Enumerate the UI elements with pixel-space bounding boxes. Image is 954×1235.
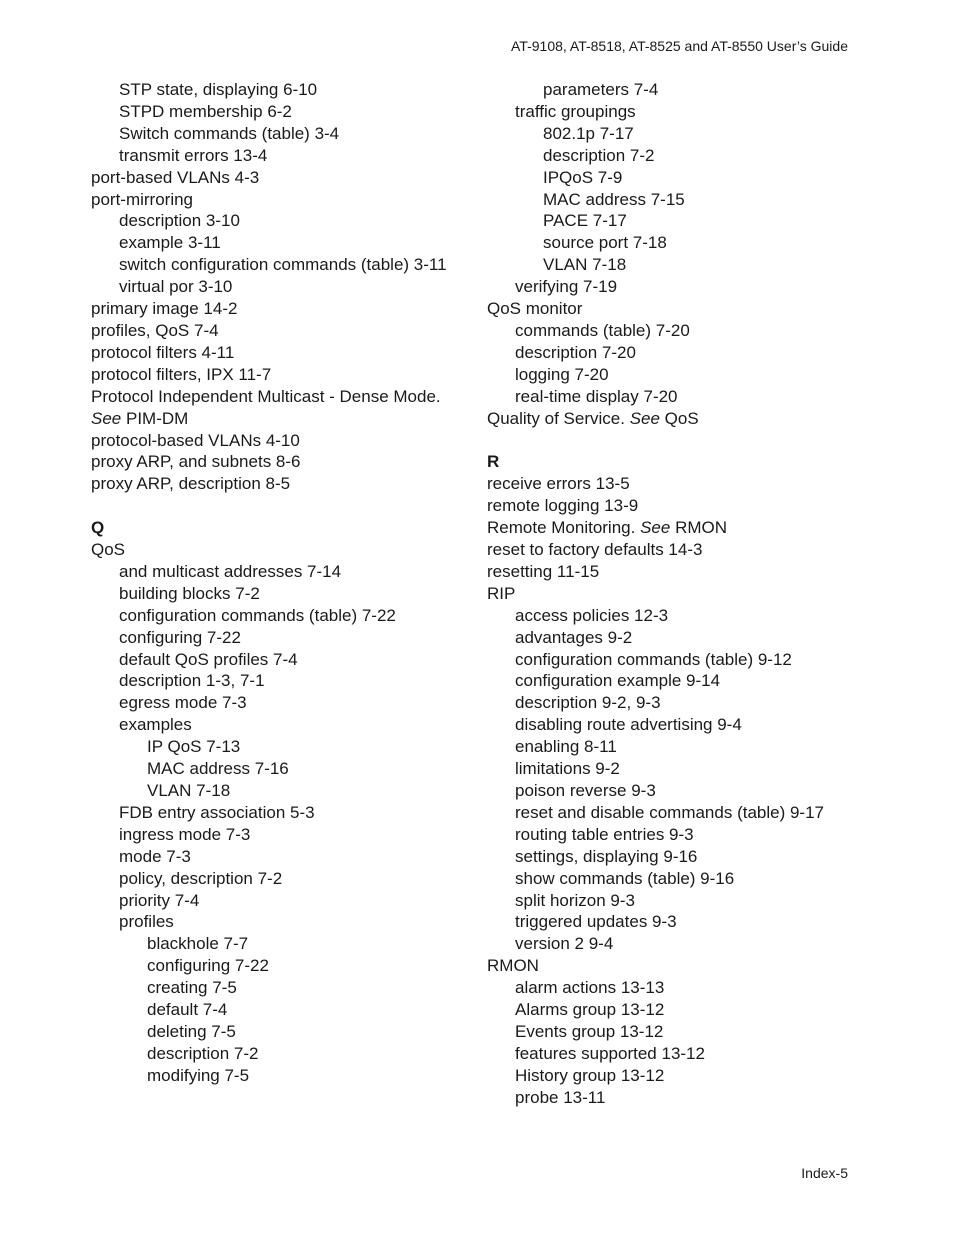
see-label: See xyxy=(640,518,671,538)
index-subsubentry: IPQoS 7-9 xyxy=(543,167,623,187)
index-subentry: configuration commands (table) 9-12 xyxy=(515,649,792,669)
entry-text: Quality of Service. xyxy=(487,408,625,428)
index-subsubentry: blackhole 7-7 xyxy=(147,934,249,954)
index-column-right xyxy=(487,79,857,1109)
index-subsubentry: VLAN 7-18 xyxy=(147,780,231,800)
index-subentry: split horizon 9-3 xyxy=(515,890,636,910)
section-letter-heading: R xyxy=(487,452,500,472)
see-target: PIM-DM xyxy=(125,408,189,428)
index-subentry: limitations 9-2 xyxy=(515,759,620,779)
index-subentry: Events group 13-12 xyxy=(515,1021,664,1041)
index-subsubentry: configuring 7-22 xyxy=(147,956,269,976)
index-entry: protocol filters 4-11 xyxy=(91,342,235,362)
index-entry-see xyxy=(487,517,857,539)
index-subentry: and multicast addresses 7-14 xyxy=(119,561,342,581)
index-column-left xyxy=(91,79,461,1087)
index-entry: port-mirroring xyxy=(91,189,194,209)
index-entry: reset to factory defaults 14-3 xyxy=(487,540,703,560)
index-subentry: description 1-3, 7-1 xyxy=(119,671,265,691)
index-entry: protocol filters, IPX 11-7 xyxy=(91,364,272,384)
index-subentry: settings, displaying 9-16 xyxy=(515,846,698,866)
index-entry: protocol-based VLANs 4-10 xyxy=(91,430,300,450)
index-subentry: Switch commands (table) 3-4 xyxy=(119,123,340,143)
index-subentry: description 9-2, 9-3 xyxy=(515,693,661,713)
index-subentry: configuring 7-22 xyxy=(119,627,241,647)
see-target: RMON xyxy=(675,518,728,538)
index-subentry: STPD membership 6-2 xyxy=(119,101,292,121)
index-entry-see xyxy=(487,408,857,430)
index-subsubentry: source port 7-18 xyxy=(543,233,667,253)
index-entry: RIP xyxy=(487,583,516,603)
index-subsubentry: PACE 7-17 xyxy=(543,211,627,231)
index-subentry-wrapped: switch configuration commands (table) 3-11 xyxy=(119,255,447,275)
spacer xyxy=(487,430,857,452)
index-entry: QoS xyxy=(91,540,126,560)
index-entry: receive errors 13-5 xyxy=(487,474,630,494)
index-subentry: egress mode 7-3 xyxy=(119,693,247,713)
index-subentry: Alarms group 13-12 xyxy=(515,1000,665,1020)
entry-text: Remote Monitoring. xyxy=(487,518,636,538)
index-subentry: transmit errors 13-4 xyxy=(119,145,268,165)
index-subentry: description 7-20 xyxy=(515,342,636,362)
index-entry-see xyxy=(91,386,461,408)
see-label: See xyxy=(91,408,122,428)
index-subentry: policy, description 7-2 xyxy=(119,868,283,888)
index-entry: QoS monitor xyxy=(487,299,583,319)
index-subentry: real-time display 7-20 xyxy=(515,386,678,406)
index-subentry: History group 13-12 xyxy=(515,1065,665,1085)
index-subsubentry: 802.1p 7-17 xyxy=(543,123,634,143)
see-label: See xyxy=(629,408,660,428)
index-subentry: STP state, displaying 6-10 xyxy=(119,80,318,99)
index-subentry: building blocks 7-2 xyxy=(119,583,260,603)
index-subsubentry: IP QoS 7-13 xyxy=(147,737,241,757)
index-subsubentry: deleting 7-5 xyxy=(147,1021,236,1041)
index-subentry: FDB entry association 5-3 xyxy=(119,802,315,822)
index-subentry: traffic groupings xyxy=(515,101,636,121)
index-subentry: mode 7-3 xyxy=(119,846,191,866)
index-subentry: triggered updates 9-3 xyxy=(515,912,677,932)
index-entry: proxy ARP, description 8-5 xyxy=(91,474,291,494)
see-reference xyxy=(91,408,461,430)
page-number: Index-5 xyxy=(801,1165,848,1181)
index-subsubentry: parameters 7-4 xyxy=(543,80,659,99)
index-subentry: probe 13-11 xyxy=(515,1087,606,1107)
index-subentry: access policies 12-3 xyxy=(515,605,669,625)
index-subentry: commands (table) 7-20 xyxy=(515,320,690,340)
index-subentry: description 3-10 xyxy=(119,211,240,231)
index-subentry: show commands (table) 9-16 xyxy=(515,868,735,888)
index-entry: resetting 11-15 xyxy=(487,561,600,581)
index-subsubentry: creating 7-5 xyxy=(147,978,237,998)
index-subentry: version 2 9-4 xyxy=(515,934,614,954)
index-subentry: features supported 13-12 xyxy=(515,1043,705,1063)
index-subentry: virtual por 3-10 xyxy=(119,277,233,297)
index-subsubentry: VLAN 7-18 xyxy=(543,255,627,275)
entry-text: Protocol Independent Multicast - Dense Mode. xyxy=(91,386,441,406)
index-subentry: ingress mode 7-3 xyxy=(119,824,251,844)
index-subentry: enabling 8-11 xyxy=(515,737,617,757)
index-subentry: logging 7-20 xyxy=(515,364,609,384)
index-subsubentry: default 7-4 xyxy=(147,1000,228,1020)
index-subentry: disabling route advertising 9-4 xyxy=(515,715,742,735)
index-subsubentry: MAC address 7-16 xyxy=(147,759,289,779)
index-subsubentry: modifying 7-5 xyxy=(147,1065,250,1085)
index-entry: port-based VLANs 4-3 xyxy=(91,167,260,187)
index-subentry: configuration commands (table) 7-22 xyxy=(119,605,396,625)
index-entry: RMON xyxy=(487,956,539,976)
see-target: QoS xyxy=(664,408,699,428)
index-entry: remote logging 13-9 xyxy=(487,496,639,516)
index-subentry: alarm actions 13-13 xyxy=(515,978,665,998)
index-subentry: verifying 7-19 xyxy=(515,277,618,297)
index-subsubentry: description 7-2 xyxy=(147,1043,259,1063)
index-entry: primary image 14-2 xyxy=(91,299,238,319)
index-subsubentry: MAC address 7-15 xyxy=(543,189,685,209)
index-subentry: default QoS profiles 7-4 xyxy=(119,649,298,669)
index-subentry: advantages 9-2 xyxy=(515,627,633,647)
index-entry: profiles, QoS 7-4 xyxy=(91,320,219,340)
section-letter-heading: Q xyxy=(91,518,105,538)
index-subentry: examples xyxy=(119,715,192,735)
index-subentry: configuration example 9-14 xyxy=(515,671,721,691)
index-subentry: priority 7-4 xyxy=(119,890,200,910)
index-subentry: example 3-11 xyxy=(119,233,221,253)
index-subentry: profiles xyxy=(119,912,174,932)
index-subsubentry: description 7-2 xyxy=(543,145,655,165)
index-subentry: routing table entries 9-3 xyxy=(515,824,694,844)
index-subentry: reset and disable commands (table) 9-17 xyxy=(515,802,824,822)
spacer xyxy=(91,495,461,517)
index-subentry: poison reverse 9-3 xyxy=(515,780,656,800)
index-entry: proxy ARP, and subnets 8-6 xyxy=(91,452,301,472)
running-header: AT-9108, AT-8518, AT-8525 and AT-8550 User’s Guide xyxy=(511,38,848,54)
